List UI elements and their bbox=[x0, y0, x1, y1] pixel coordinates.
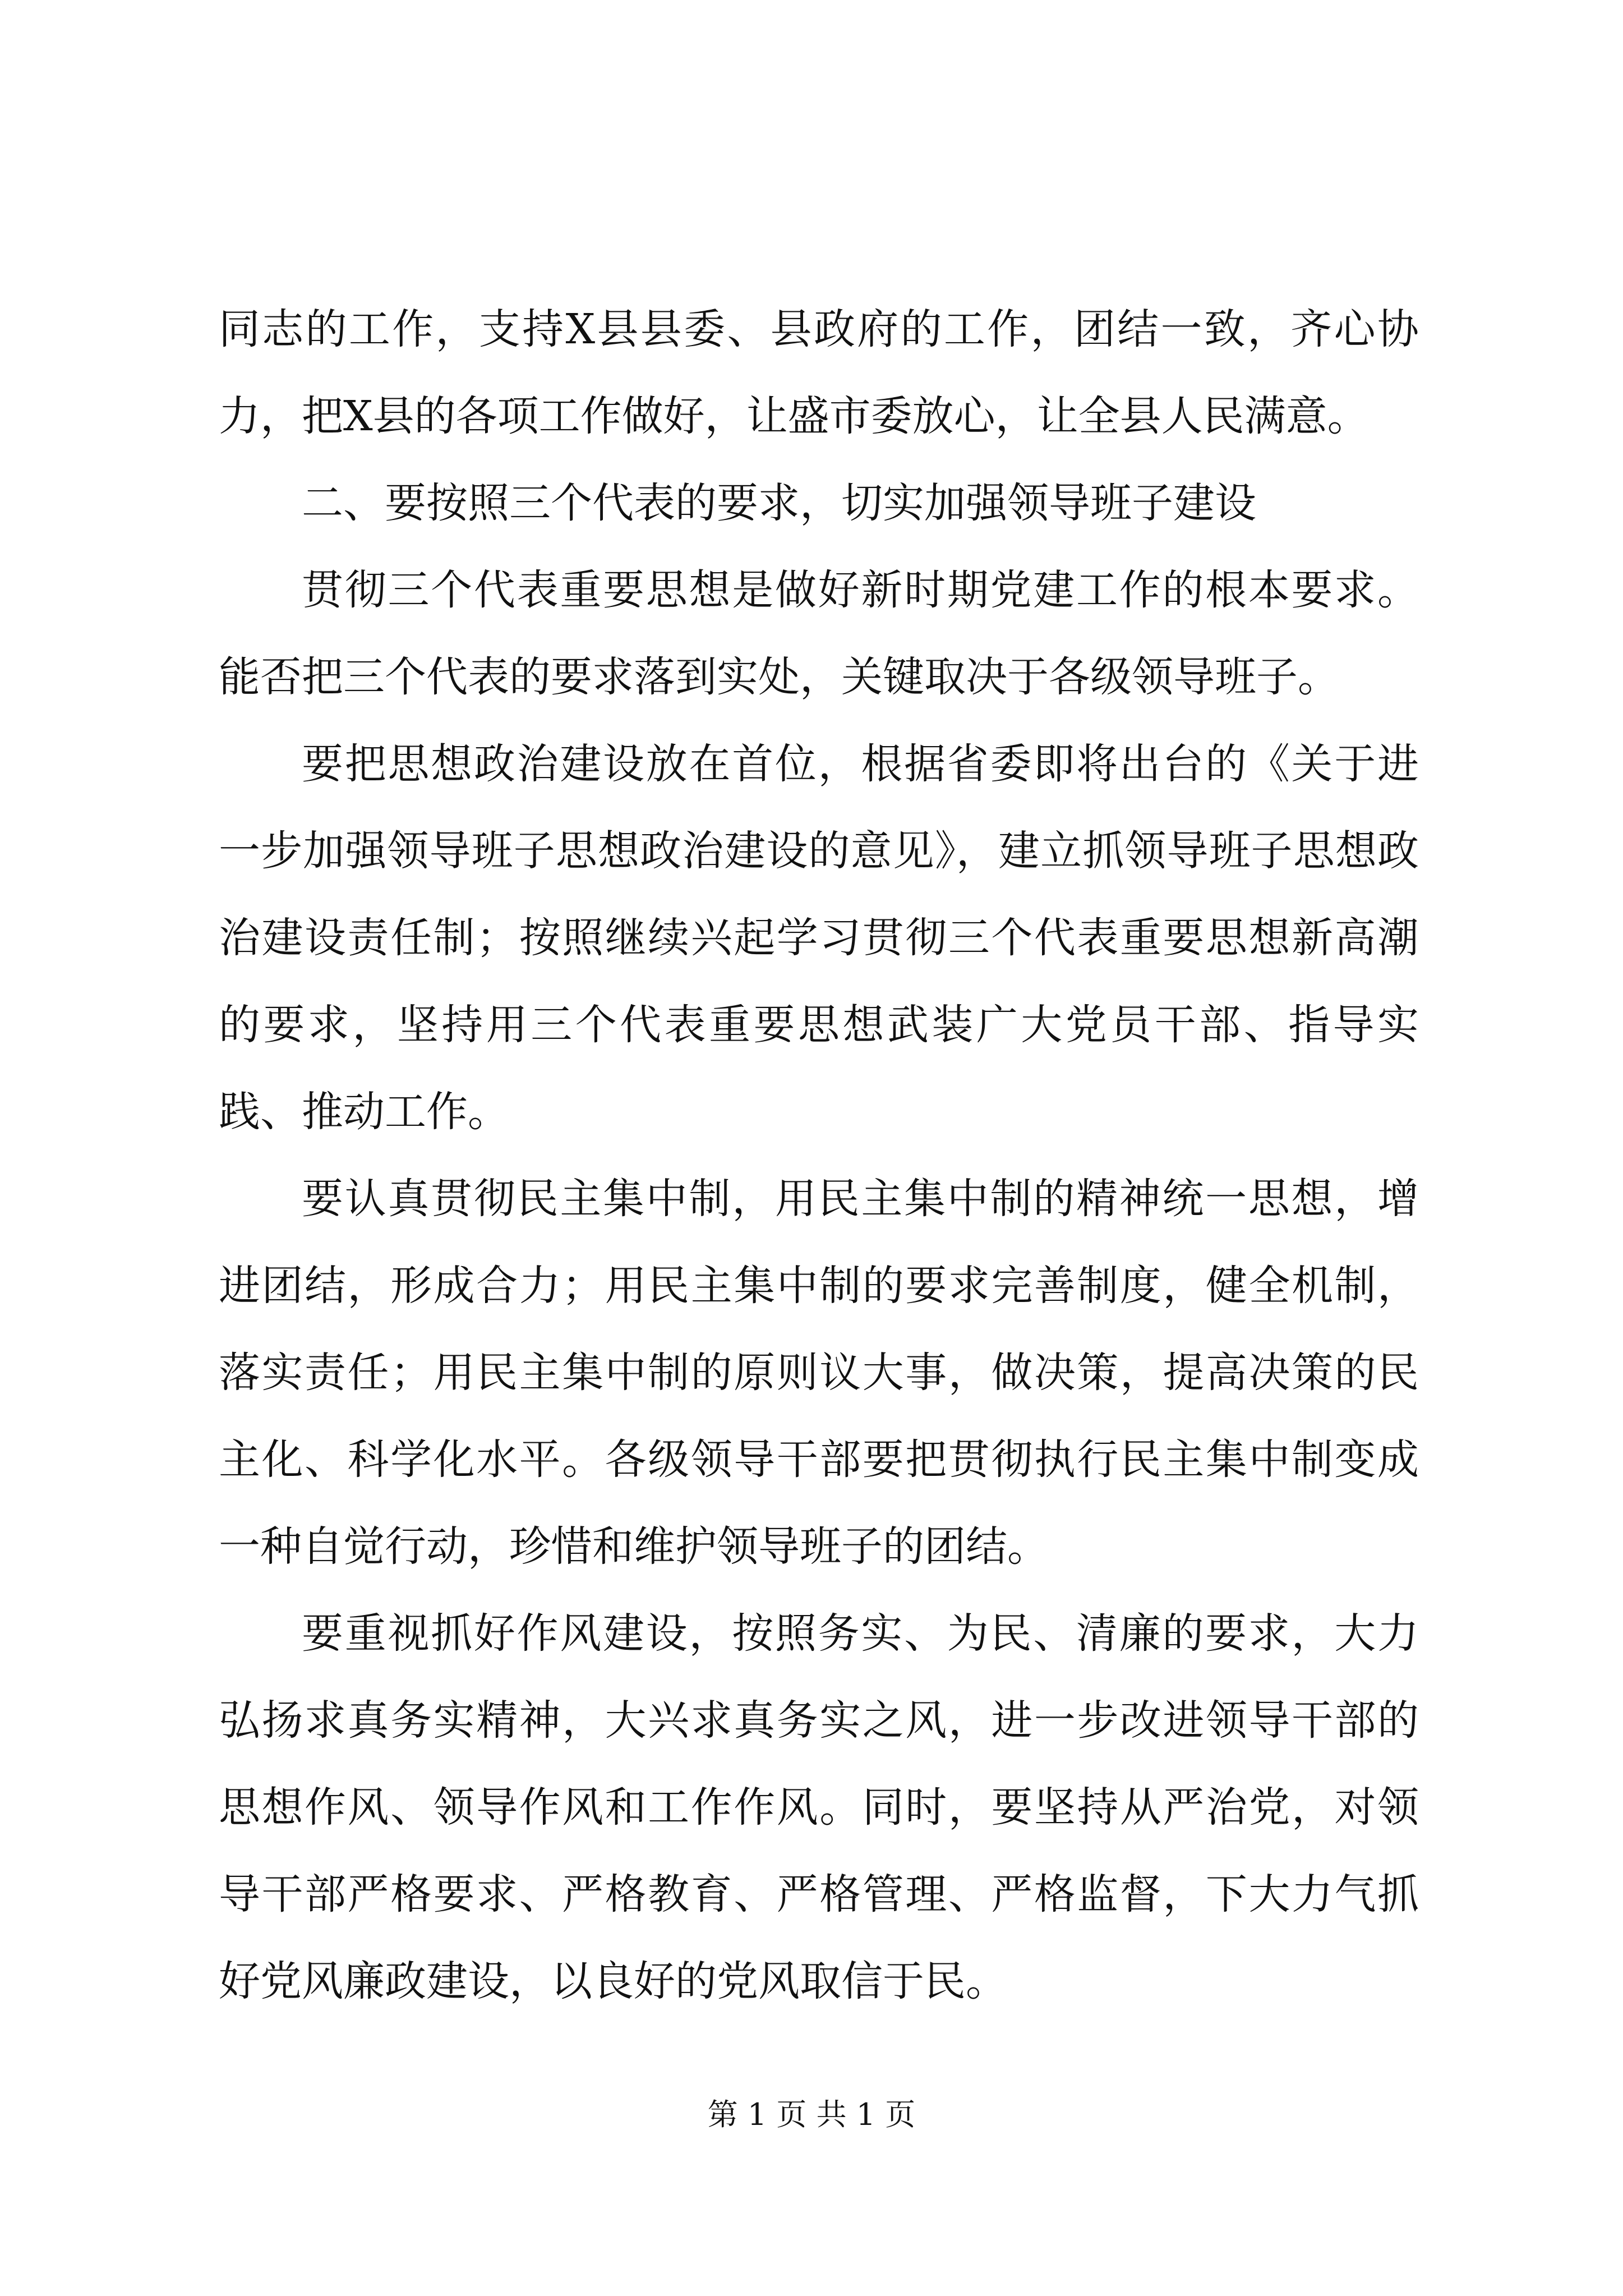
page-footer bbox=[0, 2092, 1623, 2137]
document-body bbox=[219, 286, 1419, 2025]
section-heading: 二、要按照三个代表的要求，切实加强领导班子建设 bbox=[302, 479, 1256, 527]
page-number-label: 第 1 页 共 1 页 bbox=[707, 2097, 916, 2132]
paragraph: 要把思想政治建设放在首位，根据省委即将出台的《关于进一步加强领导班子思想政治建设的意见》，建立抓领导班子思想政治建设责任制；按照继续兴起学习贯彻三个代表重要思想新高潮的要求，坚持用三个代表重要思想武装广大党员干部、指导实践、推动工作。 bbox=[219, 740, 1419, 1136]
paragraph: 要重视抓好作风建设，按照务实、为民、清廉的要求，大力弘扬求真务实精神，大兴求真务实之风，进一步改进领导干部的思想作风、领导作风和工作作风。同时，要坚持从严治党，对领导干部严格要求、严格教育、严格管理、严格监督，下大力气抓好党风廉政建设，以良好的党风取信于民。 bbox=[219, 1609, 1419, 2005]
paragraph-continuation: 同志的工作，支持X县县委、县政府的工作，团结一致，齐心协力，把X县的各项工作做好，让盛市委放心，让全县人民满意。 bbox=[219, 305, 1419, 440]
paragraph: 要认真贯彻民主集中制，用民主集中制的精神统一思想，增进团结，形成合力；用民主集中制的要求完善制度，健全机制，落实责任；用民主集中制的原则议大事，做决策，提高决策的民主化、科学化水平。各级领导干部要把贯彻执行民主集中制变成一种自觉行动，珍惜和维护领导班子的团结。 bbox=[219, 1175, 1419, 1571]
paragraph: 贯彻三个代表重要思想是做好新时期党建工作的根本要求。能否把三个代表的要求落到实处，关键取决于各级领导班子。 bbox=[219, 566, 1419, 701]
